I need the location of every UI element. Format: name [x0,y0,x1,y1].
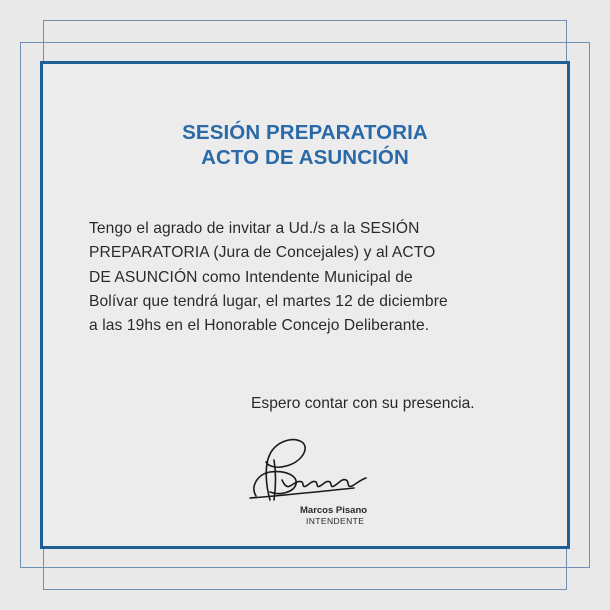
body-line-1: Tengo el agrado de invitar a Ud./s a la SESIÓN [89,220,420,237]
body-line-5: a las 19hs en el Honorable Concejo Deliberante. [89,317,430,335]
invitation-body [89,217,549,338]
handwritten-signature [236,426,376,506]
body-line-2: PREPARATORIA (Jura de Concejales) y al ACTO [89,244,436,262]
title-line-1: SESIÓN PREPARATORIA [182,121,428,144]
body-line-4: Bolívar que tendrá lugar, el martes 12 de diciembre [89,292,448,310]
title-line-2: ACTO DE ASUNCIÓN [201,146,409,169]
closing-text: Espero contar con su presencia. [251,395,475,412]
signer-name: Marcos Pisano [300,505,368,516]
body-line-3: DE ASUNCIÓN como Intendente Municipal de [89,268,413,286]
signer-role: INTENDENTE [306,516,365,526]
invitation-title [0,120,610,170]
